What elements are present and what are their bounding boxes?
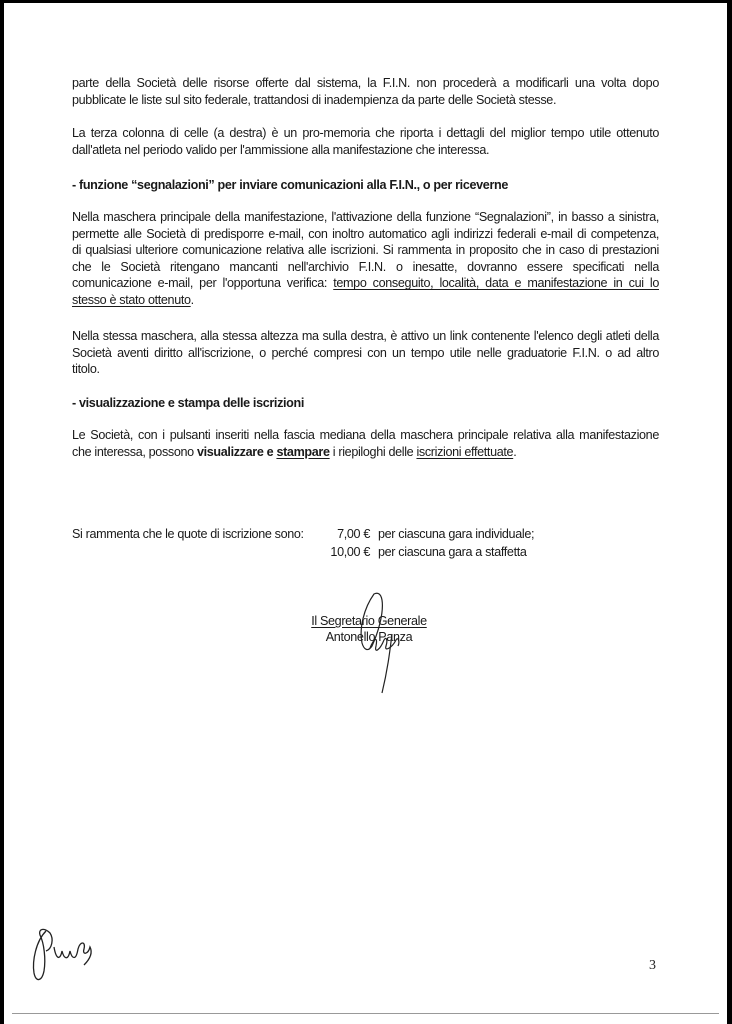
text-line: Società aventi diritto all'iscrizione, o perché compresi con un tempo utile nelle graduatorie F.I.N. o ad altro <box>72 345 659 360</box>
text-line: Nella maschera principale della manifestazione, l'attivazione della funzione “Segnalazioni”, in basso a sinistra, <box>72 210 659 224</box>
text-line: La terza colonna di celle (a destra) è un pro-memoria che riporta i dettagli del miglior tempo utile ottenuto <box>72 126 659 140</box>
paragraph-visualizzazione <box>72 427 659 460</box>
fee-description-individual: per ciascuna gara individuale; <box>378 527 535 541</box>
text-line: che le Società ritengano mancanti nell'archivio F.I.N. o inesatte, dovranno essere specificati nella <box>72 259 659 274</box>
section-heading-segnalazioni <box>72 177 659 194</box>
handwritten-signature <box>344 588 424 698</box>
text-span: . <box>190 292 194 307</box>
text-line: titolo. <box>72 362 100 377</box>
bold-underlined-text: stampare <box>276 444 330 459</box>
text-line: Nella stessa maschera, alla stessa altezza ma sulla destra, è attivo un link contenente l'elenco degli atleti della <box>72 329 659 343</box>
underlined-text: stesso è stato ottenuto <box>72 292 191 307</box>
section-heading-visualizzazione <box>72 395 659 412</box>
heading-text: - visualizzazione e stampa delle iscrizioni <box>72 396 305 410</box>
text-line: pubblicate le liste sul sito federale, trattandosi di inadempienza da parte delle Società stesse. <box>72 92 557 107</box>
document-page <box>4 3 727 1024</box>
fees-intro: Si rammenta che le quote di iscrizione sono: <box>72 527 304 541</box>
text-line: di qualsiasi ulteriore comunicazione relativa alle iscrizioni. Si rammenta in proposito che in caso di prestazioni <box>72 243 659 258</box>
text-span: comunicazione e-mail, per l'opportuna verifica: <box>72 276 334 291</box>
fee-amount-individual: 7,00 € <box>337 527 370 541</box>
bold-text: visualizzare e <box>196 444 277 459</box>
text-line <box>72 292 659 309</box>
handwritten-initials <box>26 921 116 991</box>
page-number: 3 <box>649 958 656 973</box>
heading-text: - funzione “segnalazioni” per inviare comunicazioni alla F.I.N., o per riceverne <box>72 178 508 192</box>
paragraph-athlete-link <box>72 328 659 378</box>
paragraph-segnalazioni <box>72 209 659 309</box>
signatory-title: Il Segretario Generale <box>311 614 427 628</box>
signatory-name: Antonello Panza <box>325 630 413 644</box>
underlined-text: tempo conseguito, località, data e manifestazione in cui lo <box>333 276 659 291</box>
text-line: Le Società, con i pulsanti inseriti nella fascia mediana della maschera principale relativa alla manifestazione <box>72 428 659 442</box>
paragraph-continuation <box>72 75 659 108</box>
underlined-text: iscrizioni effettuate <box>416 444 514 459</box>
text-span: che interessa, possono <box>72 444 197 459</box>
text-span: . <box>513 444 517 459</box>
fee-description-relay: per ciascuna gara a staffetta <box>378 545 527 559</box>
text-line <box>72 275 659 292</box>
text-line: parte della Società delle risorse offerte dal sistema, la F.I.N. non procederà a modificarli una volta dopo <box>72 76 659 90</box>
paragraph-third-column <box>72 125 659 158</box>
text-line <box>72 444 659 461</box>
footer-divider <box>12 1013 719 1014</box>
text-span: i riepiloghi delle <box>329 444 417 459</box>
text-line: permette alle Società di predisporre e-mail, con inoltro automatico agli indirizzi federali e-mail di competenza, <box>72 226 659 241</box>
fee-amount-relay: 10,00 € <box>330 545 370 559</box>
text-line: dall'atleta nel periodo valido per l'ammissione alla manifestazione che interessa. <box>72 142 490 157</box>
